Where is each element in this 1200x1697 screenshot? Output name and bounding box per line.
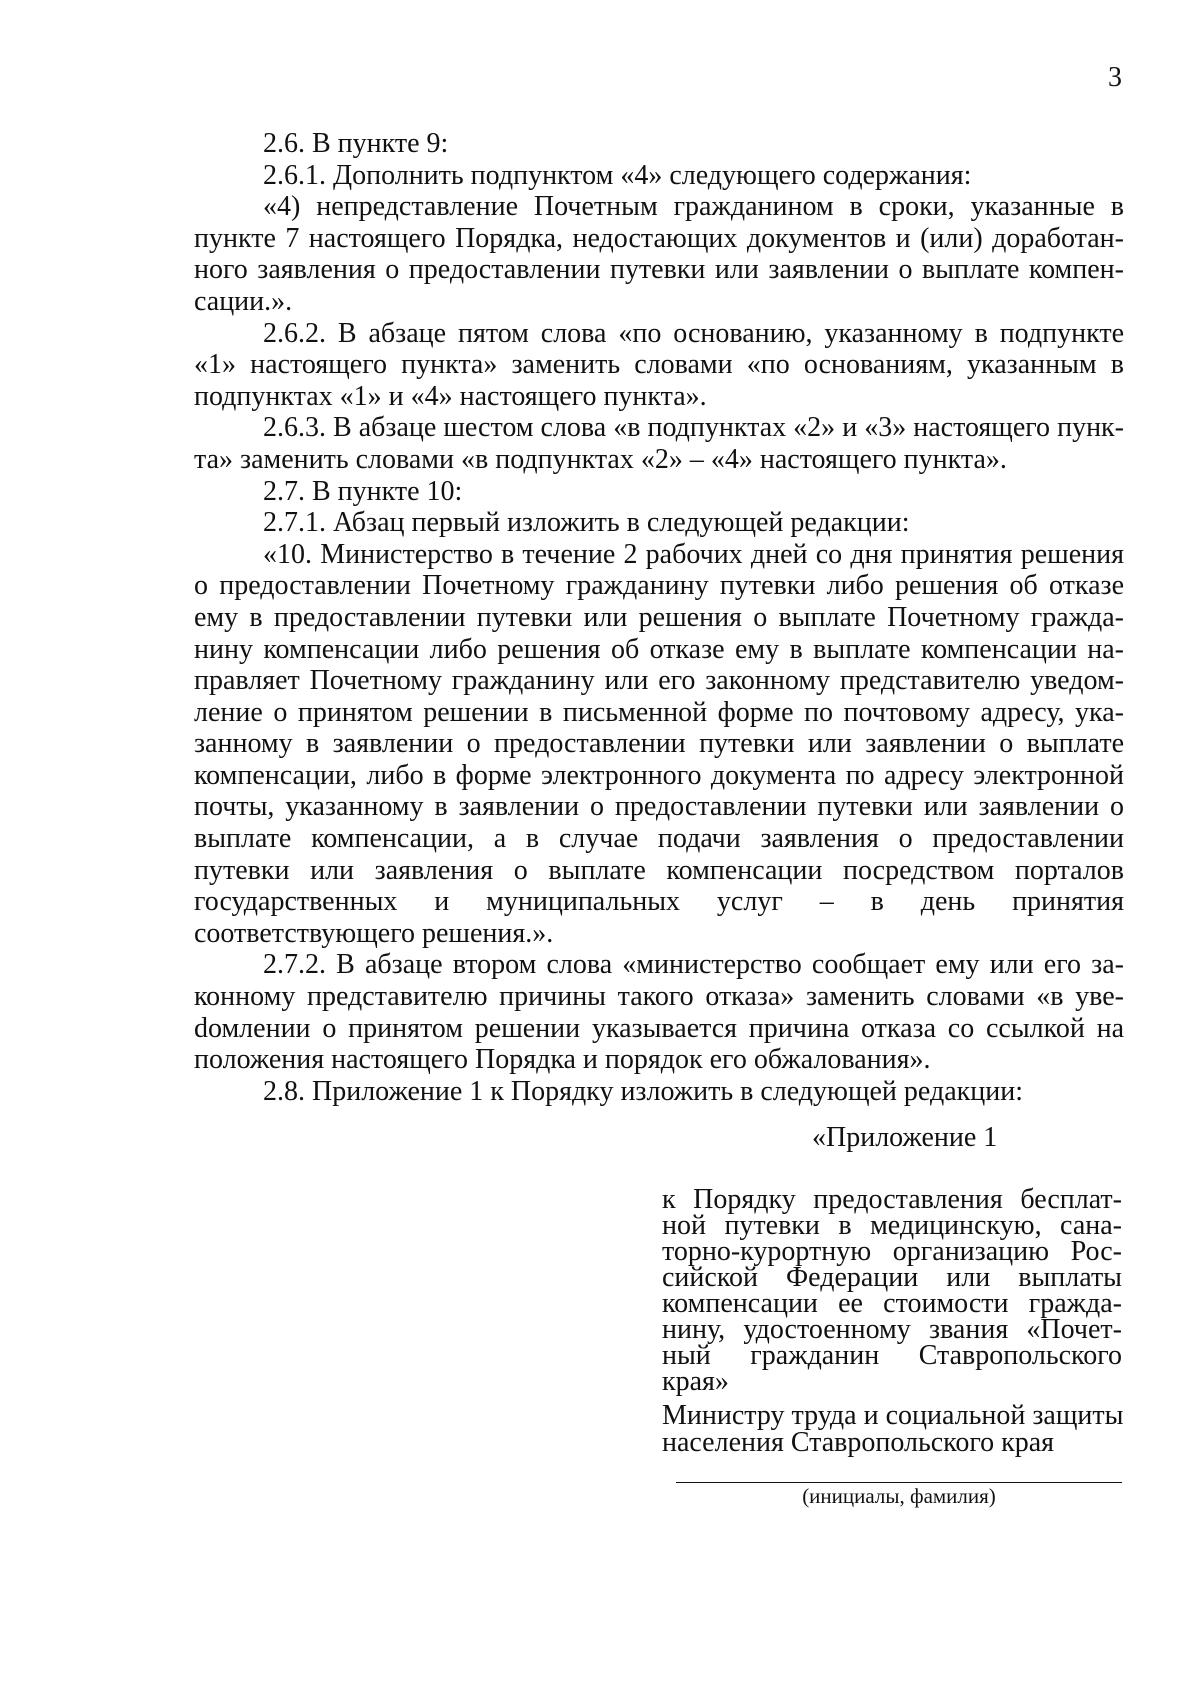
paragraph-2-6-1: 2.6.1. Дополнить подпунктом «4» следующего содержания:	[263, 159, 972, 191]
addressee-line-2: населения Ставропольского края	[662, 1427, 1055, 1458]
page-number: 3	[1108, 62, 1122, 93]
document-body	[194, 128, 1124, 1107]
paragraph-subpoint-4: «4) непредставление Почетным гражданином в сроки, указанные в пункте 7 настоящего Порядка, недостающих документов и (или) доработанного заявления о предоставлении путевки или заявлении о выплате компенсации.».	[194, 191, 1124, 317]
paragraph-point-10: «10. Министерство в течение 2 рабочих дней со дня принятия решения о предоставлении Почетному гражданину путевки либо решения об отказе ему в предоставлении путевки или решения о выплате Почетному гражданину компенсации либо решения об отказе ему в выплате компенсации направляет Почетному гражданину или его законному представителю уведомление о принятом решении в письменной форме по почтовому адресу, указанному в заявлении о предоставлении путевки или заявлении о выплате компенсации, либо в форме электронного документа по адресу электронной почты, указанному в заявлении о предоставлении путевки или заявлении о выплате компенсации, а в случае подачи заявления о предоставлении путевки или заявления о выплате компенсации посредством порталов государственных и муниципальных услуг – в день принятия соответствующего решения.».	[194, 538, 1124, 949]
paragraph-2-6: 2.6. В пункте 9:	[263, 128, 449, 159]
signature-line	[676, 1482, 1122, 1483]
paragraph-2-8: 2.8. Приложение 1 к Порядку изложить в следующей редакции:	[263, 1075, 1023, 1107]
addressee-line-1: Министру труда и социальной защиты	[662, 1400, 1124, 1431]
paragraph-2-7: 2.7. В пункте 10:	[263, 475, 463, 507]
paragraph-2-7-2: 2.7.2. В абзаце втором слова «министерство сообщает ему или его законному представителю причины такого отказа» заменить словами «в увеdомлении о принятом решении указывается причина отказа со ссылкой на положения настоящего Порядка и порядок его обжалования».	[194, 949, 1124, 1076]
appendix-description	[662, 1184, 1122, 1397]
appendix-text: к Порядку предоставления бесплатной путевки в медицинскую, санаторно-курортную организацию Российской Федерации или выплаты компенсации ее стоимости гражданину, удостоенному звания «Почетный гражданин Ставропольского края»	[662, 1184, 1122, 1397]
paragraph-2-7-1: 2.7.1. Абзац первый изложить в следующей редакции:	[263, 507, 910, 539]
addressee-block	[662, 1402, 1132, 1456]
paragraph-2-6-3: 2.6.3. В абзаце шестом слова «в подпунктах «2» и «3» настоящего пункта» заменить словами «в подпунктах «2» – «4» настоящего пункта».	[194, 412, 1124, 475]
appendix-title: «Приложение 1	[812, 1122, 998, 1153]
paragraph-2-6-2: 2.6.2. В абзаце пятом слова «по основанию, указанному в подпункте «1» настоящего пункта» заменить словами «по основаниям, указанным в подпунктах «1» и «4» настоящего пункта».	[194, 317, 1124, 412]
signature-caption: (инициалы, фамилия)	[802, 1484, 996, 1508]
